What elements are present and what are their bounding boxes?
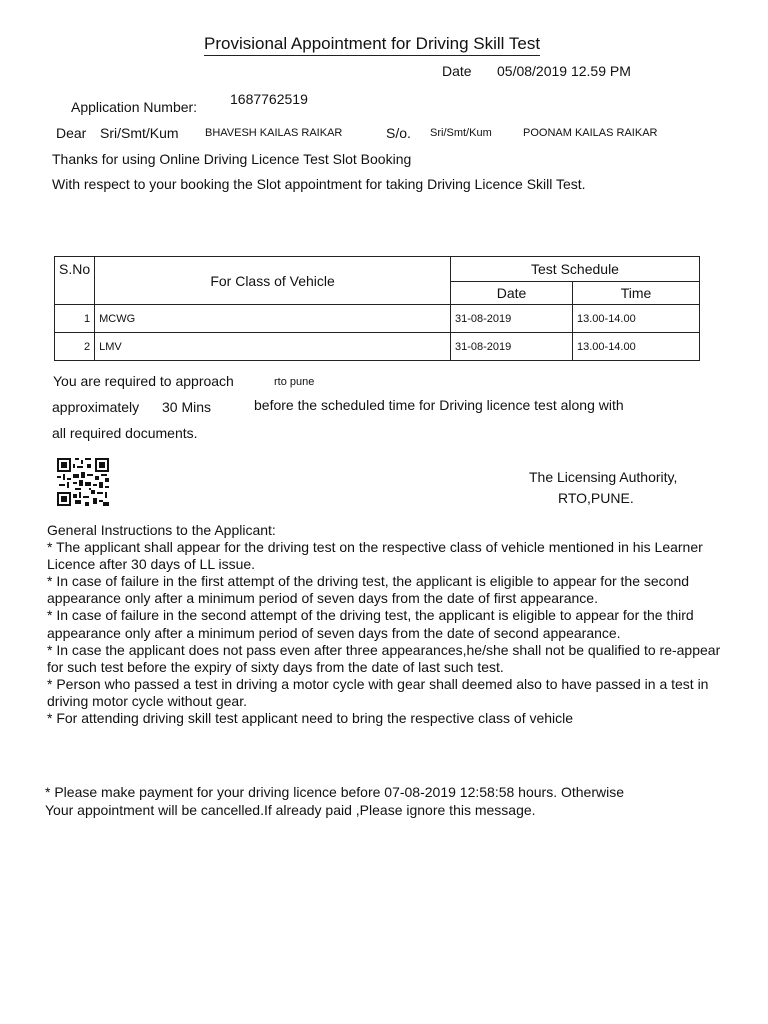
header-date: Date: [451, 282, 573, 305]
approach-text: You are required to approach: [53, 373, 234, 389]
payment-notice: [45, 784, 735, 819]
approximately-label: approximately: [52, 399, 140, 415]
applicant-name: BHAVESH KAILAS RAIKAR: [205, 127, 343, 139]
authority-line-2: RTO,PUNE.: [558, 490, 634, 506]
row-date: 31-08-2019: [451, 305, 573, 333]
header-time: Time: [573, 282, 700, 305]
instruction-item: * In case the applicant does not pass even after three appearances,he/she shall not be qualified to re-appear for such test before the expiry of sixty days from the date of last such test.: [47, 641, 721, 675]
application-number-label: Application Number:: [71, 99, 198, 115]
header-sno: S.No: [55, 257, 95, 305]
payment-line-2: Your appointment will be cancelled.If already paid ,Please ignore this message.: [45, 801, 536, 818]
row-vehicle-class: MCWG: [95, 305, 451, 333]
relation-label: S/o.: [386, 125, 411, 141]
instruction-item: * In case of failure in the first attempt of the driving test, the applicant is eligible to appear for the second appearance only after a minimum period of seven days from the date of first appearance.: [47, 573, 690, 607]
before-text: before the scheduled time for Driving licence test along with: [254, 397, 624, 413]
row-sno: 1: [55, 305, 95, 333]
table-row: [55, 333, 700, 361]
header-vehicle-class: For Class of Vehicle: [95, 257, 451, 305]
row-sno: 2: [55, 333, 95, 361]
row-time: 13.00-14.00: [573, 333, 700, 361]
booking-line: With respect to your booking the Slot appointment for taking Driving Licence Skill Test.: [52, 176, 586, 192]
instruction-item: * Person who passed a test in driving a motor cycle with gear shall deemed also to have passed in a test in driving motor cycle without gear.: [47, 675, 709, 709]
date-label: Date: [442, 63, 472, 79]
approach-place: rto pune: [274, 376, 315, 388]
general-instructions: [47, 522, 737, 727]
payment-line-1: * Please make payment for your driving licence before 07-08-2019 12:58:58 hours. Otherwise: [45, 784, 624, 800]
date-value: 05/08/2019 12.59 PM: [497, 63, 631, 79]
table-row: [55, 305, 700, 333]
qr-code-icon: [57, 458, 109, 506]
applicant-title: Sri/Smt/Kum: [100, 125, 179, 141]
instruction-item: * For attending driving skill test applicant need to bring the respective class of vehicle: [47, 710, 574, 727]
row-time: 13.00-14.00: [573, 305, 700, 333]
approach-minutes: 30 Mins: [162, 399, 212, 415]
dear-label: Dear: [56, 125, 87, 141]
schedule-table: [54, 256, 700, 361]
row-date: 31-08-2019: [451, 333, 573, 361]
row-vehicle-class: LMV: [95, 333, 451, 361]
instruction-item: * In case of failure in the second attempt of the driving test, the applicant is eligible to appear for the third appearance only after a minimum period of seven days from the date of second appearance.: [47, 607, 694, 641]
parent-name: POONAM KAILAS RAIKAR: [523, 127, 658, 139]
documents-text: all required documents.: [52, 425, 198, 441]
thanks-line: Thanks for using Online Driving Licence Test Slot Booking: [52, 151, 412, 167]
instructions-heading: General Instructions to the Applicant:: [47, 522, 276, 538]
parent-title: Sri/Smt/Kum: [430, 127, 492, 139]
application-number-value: 1687762519: [230, 91, 308, 107]
page-title: Provisional Appointment for Driving Skill Test: [204, 34, 540, 56]
instruction-item: * The applicant shall appear for the driving test on the respective class of vehicle mentioned in his Learner Licence after 30 days of LL issue.: [47, 539, 703, 573]
header-test-schedule: Test Schedule: [451, 257, 700, 282]
authority-line-1: The Licensing Authority,: [529, 469, 678, 485]
